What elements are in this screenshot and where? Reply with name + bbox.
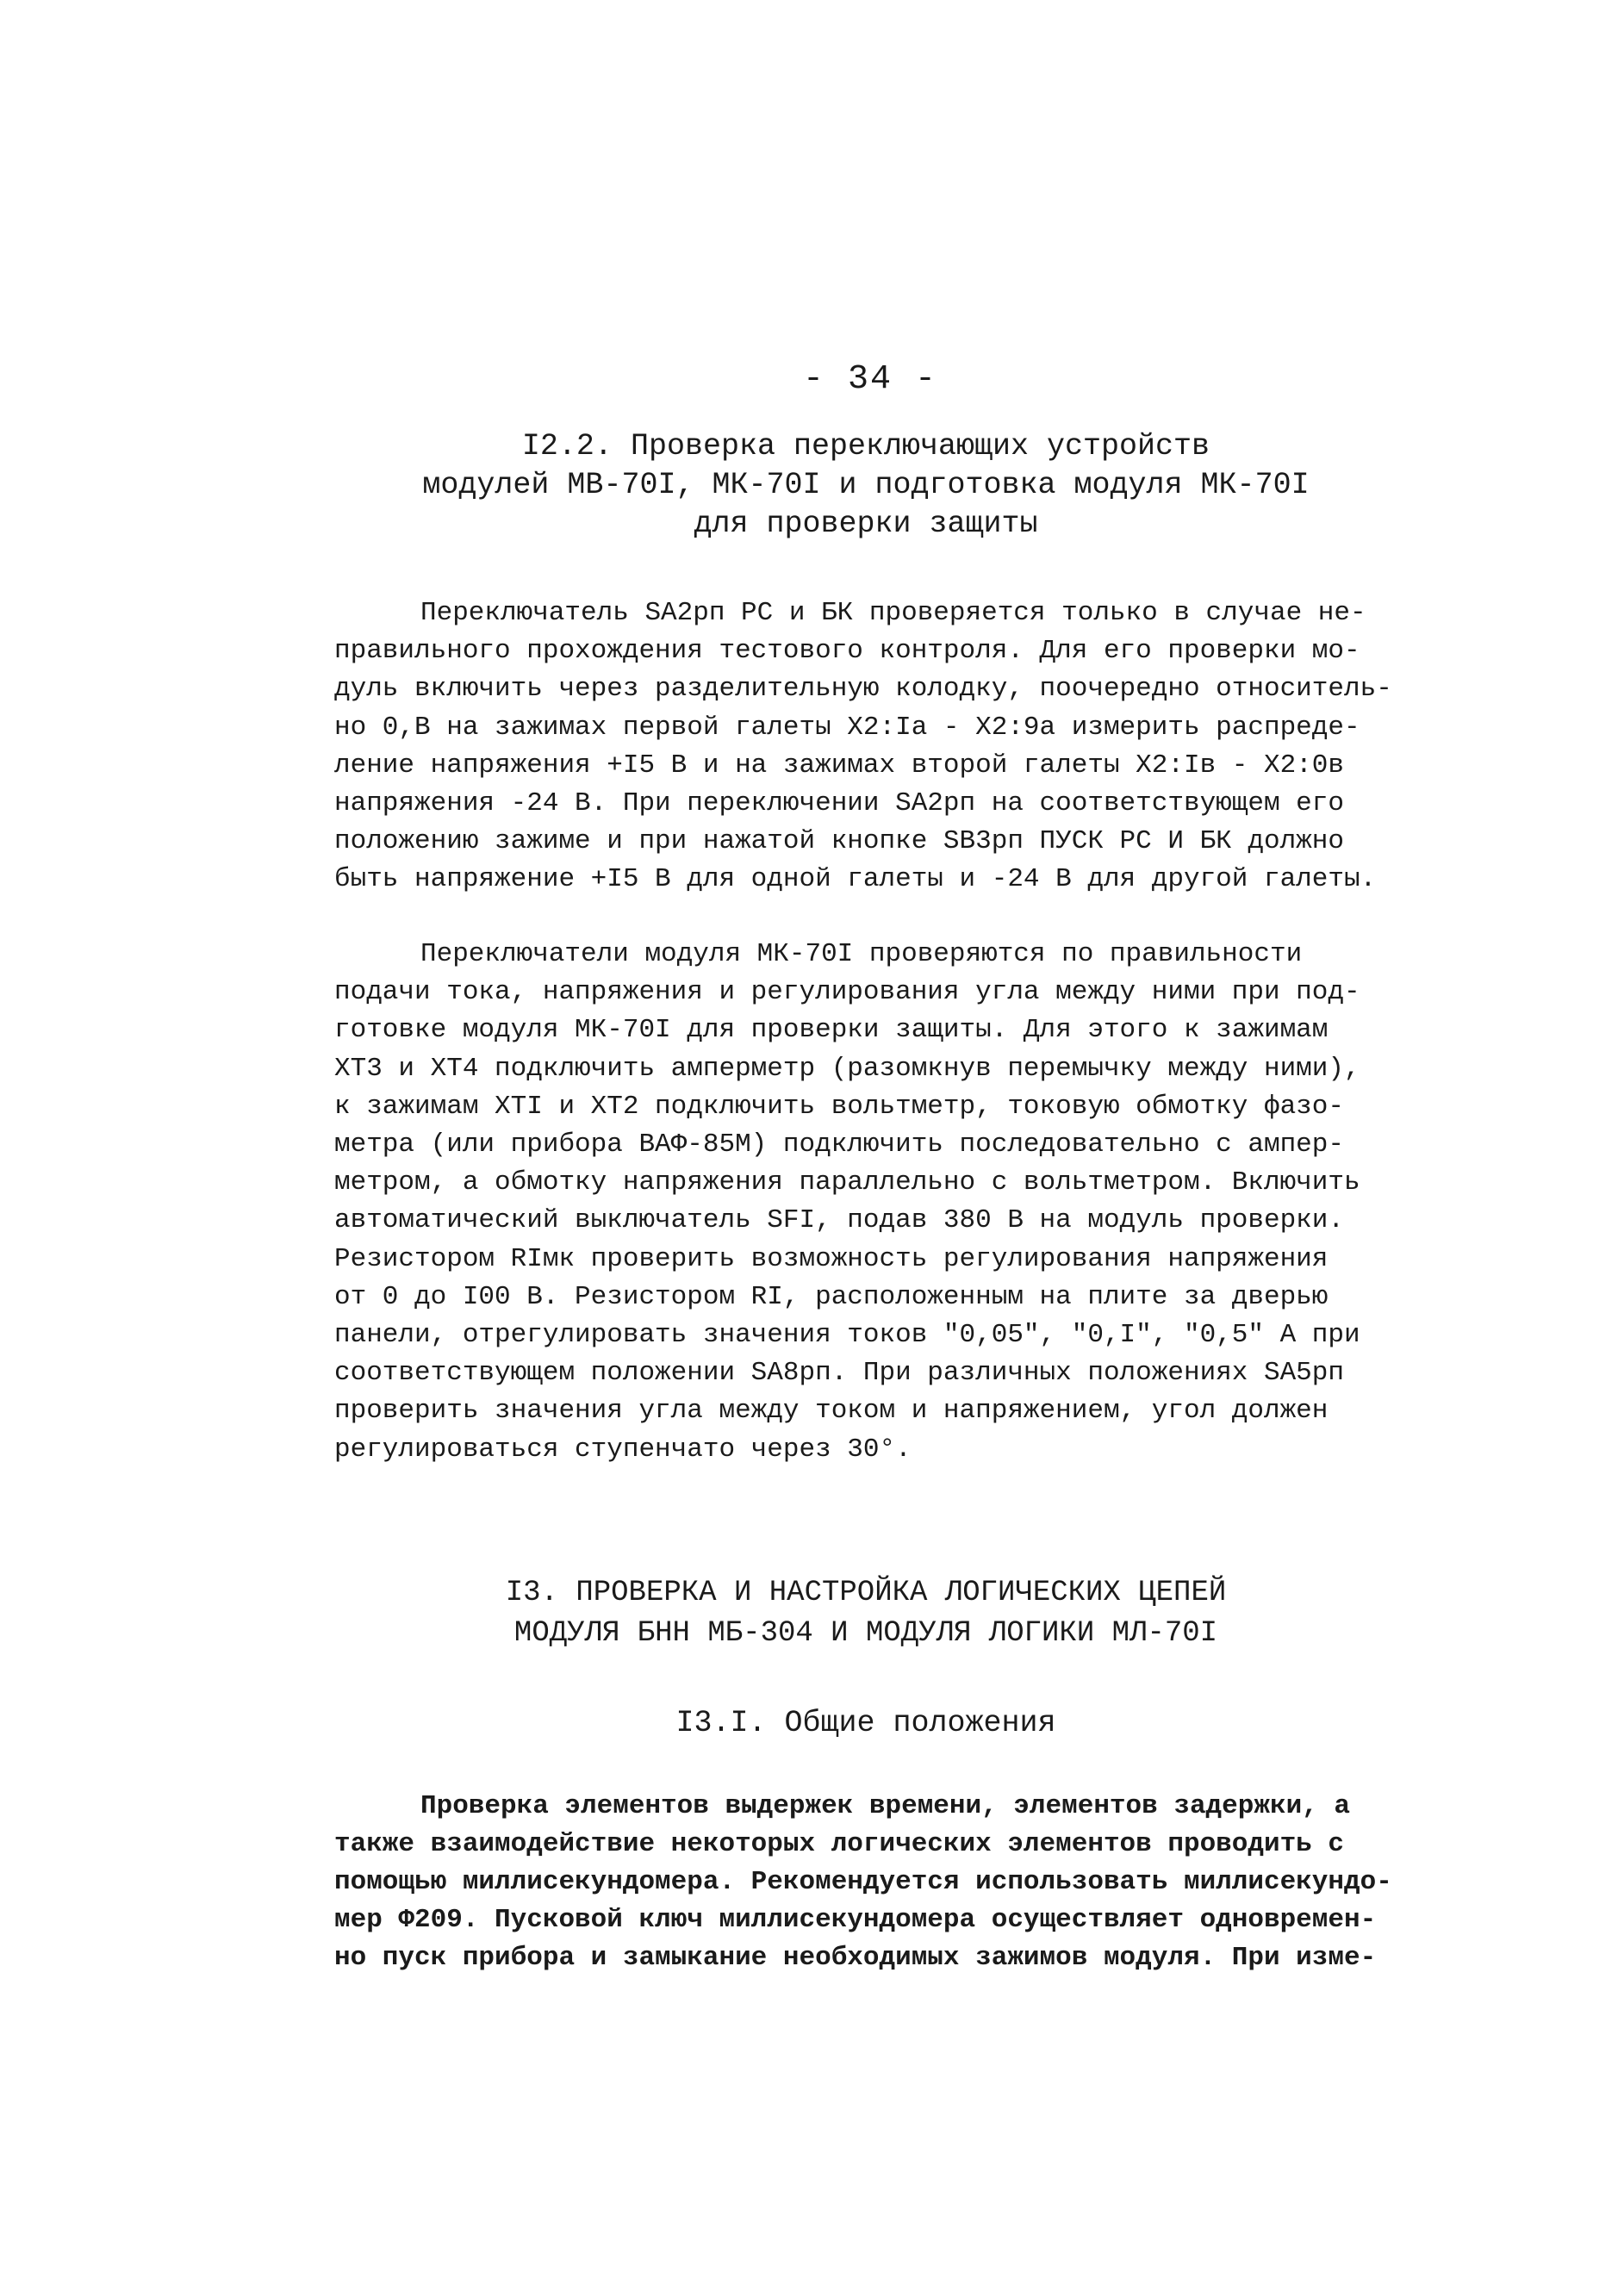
section-13-title-line-1: I3. ПРОВЕРКА И НАСТРОЙКА ЛОГИЧЕСКИХ ЦЕПЕЙ <box>505 1577 1227 1609</box>
paragraph-line: мер Ф209. Пусковой ключ миллисекундомера осуществляет одновремен- <box>334 1905 1377 1935</box>
paragraph-line: подачи тока, напряжения и регулирования угла между ними при под- <box>334 977 1360 1008</box>
section-13-1-title: I3.I. Общие положения <box>675 1706 1056 1740</box>
paragraph-line: также взаимодействие некоторых логических элементов проводить с <box>334 1829 1344 1859</box>
paragraph-line: проверить значения угла между током и напряжением, угол должен <box>334 1396 1329 1427</box>
paragraph-line: напряжения -24 В. При переключении SA2рп на соответствующем его <box>334 788 1344 819</box>
paragraph-mk701-switches <box>334 936 1446 1469</box>
paragraph-line: помощью миллисекундомера. Рекомендуется использовать миллисекундо- <box>334 1867 1392 1897</box>
section-13-title-line-2: МОДУЛЯ БНН МБ-304 И МОДУЛЯ ЛОГИКИ МЛ-70I <box>513 1617 1218 1650</box>
paragraph-line: метром, а обмотку напряжения параллельно с вольтметром. Включить <box>334 1167 1360 1198</box>
paragraph-line: Переключатель SA2рп РС и БК проверяется только в случае не- <box>420 598 1366 628</box>
paragraph-line: Резистором RIмк проверить возможность регулирования напряжения <box>334 1243 1329 1274</box>
paragraph-line: автоматический выключатель SFI, подав 380 В на модуль проверки. <box>334 1205 1344 1236</box>
paragraph-line: Проверка элементов выдержек времени, элементов задержки, а <box>420 1791 1350 1821</box>
paragraph-switch-sa2 <box>334 594 1446 899</box>
section-13-heading <box>0 1573 1618 1654</box>
paragraph-line: готовке модуля МК-70I для проверки защиты. Для этого к зажимам <box>334 1015 1329 1046</box>
paragraph-line: но пуск прибора и замыкание необходимых зажимов модуля. При изме- <box>334 1943 1377 1973</box>
paragraph-line: дуль включить через разделительную колодку, поочередно относитель- <box>334 674 1392 705</box>
paragraph-line: правильного прохождения тестового контроля. Для его проверки мо- <box>334 636 1360 667</box>
page-number: - 34 - <box>802 360 938 399</box>
paragraph-line: положению зажиме и при нажатой кнопке SB3рп ПУСК РС И БК должно <box>334 826 1344 857</box>
paragraph-line: быть напряжение +I5 В для одной галеты и -24 В для другой галеты. <box>334 864 1377 895</box>
section-12-2-title-line-1: I2.2. Проверка переключающих устройств <box>521 429 1210 464</box>
paragraph-general-provisions <box>334 1788 1446 1977</box>
paragraph-line: регулироваться ступенчато через 30°. <box>334 1434 912 1465</box>
section-12-2-title-line-2: модулей МВ-70I, МК-70I и подготовка модуля МК-70I <box>422 468 1310 502</box>
paragraph-line: от 0 до I00 В. Резистором RI, расположенным на плите за дверью <box>334 1281 1329 1312</box>
paragraph-line: соответствующем положении SA8рп. При различных положениях SA5рп <box>334 1358 1344 1389</box>
paragraph-line: метра (или прибора ВАФ-85М) подключить последовательно с ампер- <box>334 1129 1344 1160</box>
paragraph-line: ХТ3 и ХТ4 подключить амперметр (разомкнув перемычку между ними), <box>334 1053 1360 1084</box>
section-13-1-heading <box>0 1704 1618 1743</box>
paragraph-line: к зажимам ХТI и ХТ2 подключить вольтметр, токовую обмотку фазо- <box>334 1091 1344 1122</box>
section-12-2-heading <box>0 427 1618 544</box>
section-12-2-title-line-3: для проверки защиты <box>694 507 1038 541</box>
paragraph-line: панели, отрегулировать значения токов "0,05", "0,I", "0,5" А при <box>334 1320 1360 1351</box>
paragraph-line: Переключатели модуля МК-70I проверяются по правильности <box>420 939 1303 969</box>
paragraph-line: ление напряжения +I5 В и на зажимах второй галеты Х2:Iв - Х2:0в <box>334 750 1344 781</box>
paragraph-line: но 0,В на зажимах первой галеты Х2:Iа - Х2:9а измерить распреде- <box>334 712 1360 743</box>
